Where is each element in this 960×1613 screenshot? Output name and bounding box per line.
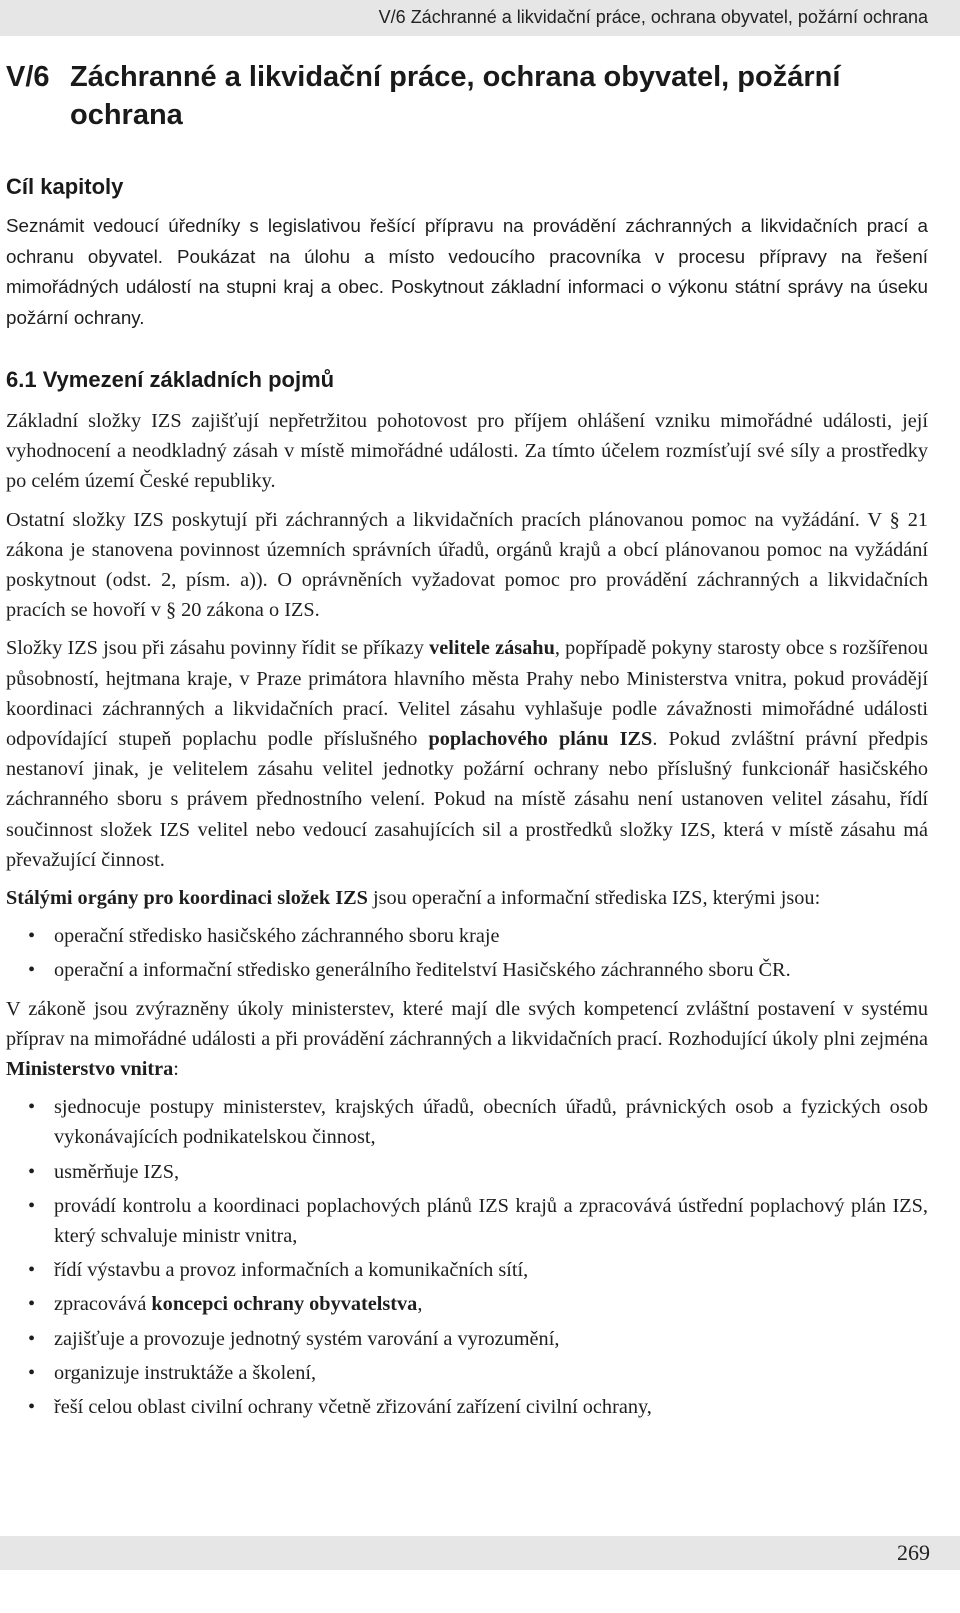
- bullet: •: [28, 1194, 36, 1217]
- list-item-text: řídí výstavbu a provoz informačních a komunikačních sítí,: [54, 1259, 529, 1282]
- paragraph-2: Ostatní složky IZS poskytují při záchranných a likvidačních pracích plánovanou pomoc na vyžádání. V § 21 zákona je stanovena povinnost územních správních úřadů, orgánů krajů a obcí plánovanou pomoc na vyžádání poskytnout (odst. 2, písm. a)). O oprávněních vyžadovat pomoc pro provádění záchranných a likvidačních pracích se hovoří v § 20 zákona o IZS.: [6, 508, 928, 622]
- list-item: [6, 1191, 928, 1251]
- paragraph-3-text-3: . Pokud zvláštní právní předpis nestanoví jinak, je velitelem zásahu velitel jednotky požární ochrany nebo příslušný funkcionář hasičského záchranného sboru s právem přednostního velení. Pokud na místě zásahu není ustanoven velitel zásahu, řídí součinnost složek IZS velitel nebo vedoucí zasahujících sil a prostředků složky IZS, která v místě zásahu má převažující činnost.: [6, 728, 929, 871]
- bullet: •: [28, 959, 36, 982]
- bullet: •: [28, 1259, 36, 1282]
- goal-heading: Cíl kapitoly: [6, 174, 124, 199]
- chapter-number: V/6: [6, 61, 50, 93]
- page-number: 269: [897, 1540, 930, 1565]
- paragraph-4: [6, 883, 928, 913]
- bullet: •: [28, 1327, 36, 1350]
- list-item: [6, 955, 928, 985]
- paragraph-3: [6, 633, 928, 875]
- list-item-text: operační středisko hasičského záchranného sboru kraje: [54, 925, 500, 948]
- footer-bar: [0, 1536, 960, 1570]
- chapter-heading: [6, 58, 906, 134]
- running-header-title: V/6 Záchranné a likvidační práce, ochrana obyvatel, požární ochrana: [378, 7, 928, 27]
- section-body: [6, 406, 928, 1430]
- paragraph-1: Základní složky IZS zajišťují nepřetržitou pohotovost pro příjem ohlášení vzniku mimořádné události, její vyhodnocení a neodkladný zásah v místě mimořádné události. Za tímto účelem rozmísťují své síly a prostředky po celém území České republiky.: [6, 410, 928, 493]
- list-item-text: ,: [417, 1293, 423, 1316]
- list-item-text: usměrňuje IZS,: [54, 1160, 180, 1183]
- paragraph-5-text-1: V zákoně jsou zvýrazněny úkoly ministerstev, které mají dle svých kompetencí zvláštní postavení v systému příprav na mimořádné události a při provádění záchranných a likvidačních prací. Rozhodující úkoly plni zejména: [6, 997, 928, 1050]
- list-item-text: zajišťuje a provozuje jednotný systém varování a vyrozumění,: [54, 1327, 560, 1350]
- list-item-text: sjednocuje postupy ministerstev, krajských úřadů, obecních úřadů, právnických osob a fyzických osob vykonávajících podnikatelskou činnost,: [54, 1096, 928, 1149]
- list-item-text: zpracovává: [54, 1293, 152, 1316]
- paragraph-3-text-2: , popřípadě pokyny starosty obce s rozšířenou působností, hejtmana kraje, v Praze primátora hlavního města Prahy nebo Ministerstva vnitra, pokud provádějí koordinaci záchranných a likvidačních prací. Velitel zásahu vyhlašuje podle závažnosti mimořádné události odpovídající stupeň poplachu podle příslušného: [6, 637, 928, 751]
- bullet: •: [28, 925, 36, 948]
- chapter-title: Záchranné a likvidační práce, ochrana obyvatel, požární ochrana: [70, 61, 841, 131]
- bullet: •: [28, 1293, 36, 1316]
- list-item-text: provádí kontrolu a koordinaci poplachových plánů IZS krajů a zpracovává ústřední poplachový plán IZS, který schvaluje ministr vnitra,: [54, 1194, 928, 1248]
- paragraph-5-bold: Ministerstvo vnitra: [6, 1058, 174, 1081]
- paragraph-5-text-2: :: [173, 1058, 179, 1081]
- ministry-tasks-list: [6, 1092, 928, 1422]
- goal-section: [6, 211, 928, 341]
- bullet: •: [28, 1361, 36, 1384]
- paragraph-4-text: jsou operační a informační střediska IZS, kterými jsou:: [367, 887, 821, 910]
- paragraph-3-text-1: Složky IZS jsou při zásahu povinny řídit se příkazy: [6, 637, 430, 660]
- list-item: [6, 1255, 928, 1285]
- paragraph-3-bold-2: poplachového plánu IZS: [428, 728, 653, 751]
- list-item: [6, 1392, 928, 1422]
- goal-paragraph: Seznámit vedoucí úředníky s legislativou řešící přípravu na provádění záchranných a likvidačních prací a ochranu obyvatel. Poukázat na úlohu a místo vedoucího pracovníka v procesu přípravy na řešení mimořádných událostí na stupni kraj a obec. Poskytnout základní informaci o výkonu státní správy na úseku požární ochrany.: [6, 215, 928, 328]
- list-item: [6, 1324, 928, 1354]
- list-item: [6, 1092, 928, 1152]
- list-item-text: operační a informační středisko generálního ředitelství Hasičského záchranného sboru ČR.: [54, 959, 791, 982]
- paragraph-3-bold-1: velitele zásahu: [429, 637, 555, 660]
- list-item: [6, 921, 928, 951]
- bullet: •: [28, 1160, 36, 1183]
- running-header-bar: [0, 0, 960, 36]
- list-item: [6, 1289, 928, 1319]
- bullet: •: [28, 1396, 36, 1419]
- list-item-text: řeší celou oblast civilní ochrany včetně zřizování zařízení civilní ochrany,: [54, 1396, 652, 1419]
- paragraph-4-bold: Stálými orgány pro koordinaci složek IZS: [6, 887, 368, 910]
- list-item: [6, 1157, 928, 1187]
- paragraph-5: [6, 994, 928, 1085]
- list-item: [6, 1358, 928, 1388]
- bullet: •: [28, 1096, 36, 1119]
- list-item-text: organizuje instruktáže a školení,: [54, 1361, 317, 1384]
- list-item-bold: koncepci ochrany obyvatelstva: [151, 1293, 418, 1316]
- section-heading: 6.1 Vymezení základních pojmů: [6, 367, 335, 392]
- coordination-centres-list: [6, 921, 928, 985]
